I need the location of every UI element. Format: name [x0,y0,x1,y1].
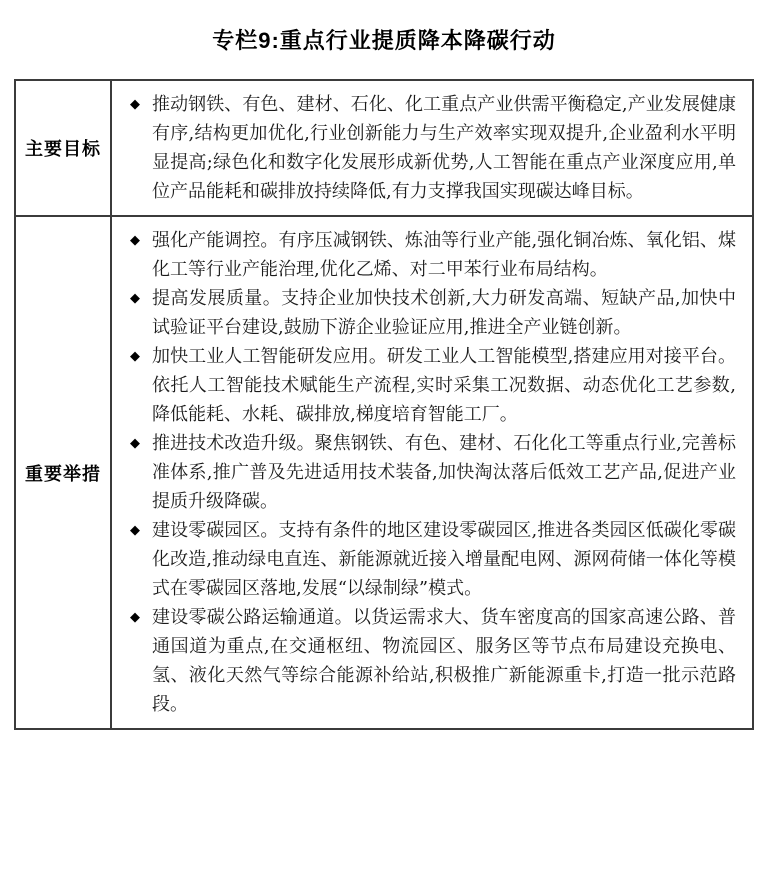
diamond-bullet-icon: ◆ [130,436,140,451]
list-item [118,342,736,429]
list-item [118,603,736,719]
bullet-text: 提高发展质量。支持企业加快技术创新,大力研发高端、短缺产品,加快中试验证平台建设,鼓励下游企业验证应用,推进全产业链创新。 [152,288,736,338]
diamond-bullet-icon: ◆ [130,349,140,364]
policy-box-table [14,79,754,730]
row-content-main-goals [111,80,753,216]
list-item [118,284,736,342]
row-label-main-goals: 主要目标 [15,80,111,216]
list-item [118,429,736,516]
list-item [118,226,736,284]
bullet-text: 建设零碳公路运输通道。以货运需求大、货车密度高的国家高速公路、普通国道为重点,在交通枢纽、物流园区、服务区等节点布局建设充换电、氢、液化天然气等综合能源补给站,积极推广新能源重卡,打造一批示范路段。 [152,607,736,715]
bullet-text: 推进技术改造升级。聚焦钢铁、有色、建材、石化化工等重点行业,完善标准体系,推广普及先进适用技术装备,加快淘汰落后低效工艺产品,促进产业提质升级降碳。 [152,433,736,512]
diamond-bullet-icon: ◆ [130,233,140,248]
diamond-bullet-icon: ◆ [130,291,140,306]
row-content-key-measures [111,216,753,729]
list-item [118,516,736,603]
diamond-bullet-icon: ◆ [130,97,140,112]
diamond-bullet-icon: ◆ [130,610,140,625]
page-title: 专栏9:重点行业提质降本降碳行动 [212,28,556,53]
bullet-text: 建设零碳园区。支持有条件的地区建设零碳园区,推进各类园区低碳化零碳化改造,推动绿电直连、新能源就近接入增量配电网、源网荷储一体化等模式在零碳园区落地,发展“以绿制绿”模式。 [152,520,736,599]
list-item [118,90,736,206]
bullet-text: 推动钢铁、有色、建材、石化、化工重点产业供需平衡稳定,产业发展健康有序,结构更加优化,行业创新能力与生产效率实现双提升,企业盈利水平明显提高;绿色化和数字化发展形成新优势,人工智能在重点产业深度应用,单位产品能耗和碳排放持续降低,有力支撑我国实现碳达峰目标。 [152,94,736,202]
diamond-bullet-icon: ◆ [130,523,140,538]
bullet-text: 加快工业人工智能研发应用。研发工业人工智能模型,搭建应用对接平台。依托人工智能技术赋能生产流程,实时采集工况数据、动态优化工艺参数,降低能耗、水耗、碳排放,梯度培育智能工厂。 [152,346,736,425]
table-row-main-goals [15,80,753,216]
row-label-key-measures: 重要举措 [15,216,111,729]
table-row-key-measures [15,216,753,729]
bullet-text: 强化产能调控。有序压减钢铁、炼油等行业产能,强化铜冶炼、氧化铝、煤化工等行业产能治理,优化乙烯、对二甲苯行业布局结构。 [152,230,736,280]
